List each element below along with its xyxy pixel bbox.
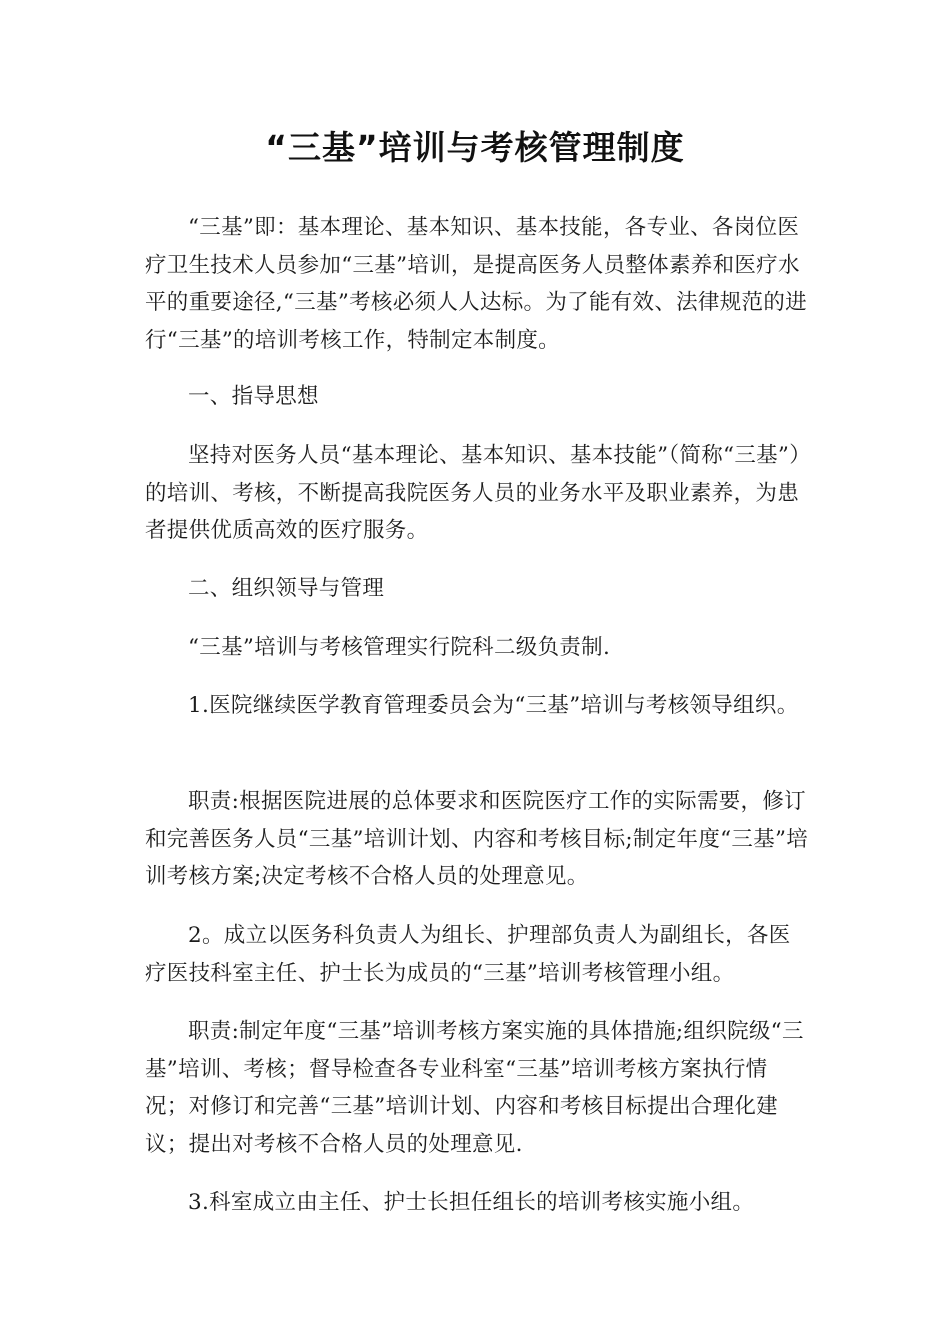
paragraph-guiding-ideology: 坚持对医务人员“基本理论、基本知识、基本技能”（简称“三基”）的培训、考核，不断提高我院医务人员的业务水平及职业素养，为患者提供优质高效的医疗服务。: [145, 443, 801, 543]
paragraph-item-2: 2。成立以医务科负责人为组长、护理部负责人为副组长，各医疗医技科室主任、护士长为成员的“三基”培训考核管理小组。: [145, 923, 791, 986]
section-heading-organization: 二、组织领导与管理: [188, 576, 385, 601]
paragraph-item-3: 3.科室成立由主任、护士长担任组长的培训考核实施小组。: [188, 1190, 755, 1215]
paragraph-item-1: 1.医院继续医学教育管理委员会为“三基”培训与考核领导组织。: [188, 693, 799, 718]
paragraph-duties-1: 职责:根据医院进展的总体要求和医院医疗工作的实际需要，修订和完善医务人员“三基”培训计划、内容和考核目标;制定年度“三基”培训考核方案;决定考核不合格人员的处理意见。: [145, 789, 809, 889]
paragraph-responsibility-system: “三基”培训与考核管理实行院科二级负责制.: [188, 635, 611, 660]
section-heading-guiding-ideology: 一、指导思想: [188, 384, 319, 409]
document-title: “三基”培训与考核管理制度: [265, 128, 685, 167]
paragraph-intro: “三基”即：基本理论、基本知识、基本技能，各专业、各岗位医疗卫生技术人员参加“三基”培训，是提高医务人员整体素养和医疗水平的重要途径,“三基”考核必须人人达标。为了能有效、法律规范的进行“三基”的培训考核工作，特制定本制度。: [145, 215, 807, 353]
paragraph-duties-2: 职责:制定年度“三基”培训考核方案实施的具体措施;组织院级“三基”培训、考核；督导检查各专业科室“三基”培训考核方案执行情况；对修订和完善“三基”培训计划、内容和考核目标提出合理化建议；提出对考核不合格人员的处理意见.: [145, 1019, 804, 1157]
